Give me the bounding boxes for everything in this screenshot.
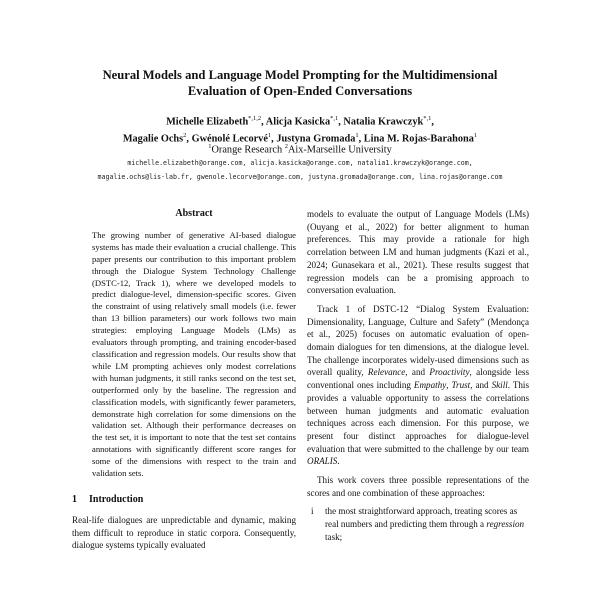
dimension-term: Relevance [367, 367, 406, 378]
abstract-heading: Abstract [175, 208, 213, 219]
text-run: , alongside less conventional ones including [307, 367, 529, 391]
author-name: Michelle Elizabeth [166, 116, 249, 128]
author-affil-mark: 2 [183, 132, 187, 140]
author-affil-mark: *,1 [330, 115, 339, 122]
enum-label: i [311, 506, 314, 517]
author-name: Natalia Krawczyk [343, 116, 424, 128]
enumerated-item [311, 505, 529, 543]
paper-title-line1: Neural Models and Language Model Prompting for the Multidimensional [102, 68, 498, 82]
author-name: Alicja Kasicka [265, 116, 331, 128]
affil-name: Orange Research [211, 144, 283, 156]
text-run: , and [470, 380, 492, 391]
left-column [72, 208, 300, 552]
author-name: Lina M. Rojas-Barahona [363, 133, 474, 145]
author-affil-mark: 1 [355, 132, 359, 140]
text-run: , [446, 380, 452, 391]
dimension-term: Proactivity [429, 367, 470, 378]
text-run: the most straightforward approach, treating scores as real numbers and predicting them through a [325, 506, 518, 530]
text-run: , and [405, 367, 430, 378]
paper-title-line2: Evaluation of Open-Ended Conversations [187, 84, 413, 98]
author-affil-mark: 1 [267, 132, 272, 140]
email-line: michelle.elizabeth@orange.com, alicja.kasicka@orange.com, natalia1.krawczyk@orange.com, [127, 159, 473, 167]
team-name: ORALIS [307, 456, 338, 467]
affiliations [60, 140, 540, 157]
intro-text: Real-life dialogues are unpredictable and dynamic, making them difficult to reproduce in static corpora. Consequently, dialogue systems typically evaluated [72, 514, 296, 551]
author-emails [40, 156, 560, 184]
author-name: Justyna Gromada [276, 133, 356, 145]
emphasis: regression [486, 519, 525, 530]
section-heading-introduction [72, 494, 300, 506]
author-list: Michelle Elizabeth$^{*,1,2}$, Alicja Kasicka$^{*,1}$, Natalia Krawczyk$^{*,1}$, Magalie Ochs$^2$, Gwénolé Lecorvé$^1$, Justyna Gromada$^1$, Lina M. Rojas-Barahona$^1$ [122, 115, 478, 145]
text-run: task; [325, 531, 343, 542]
section-title: Introduction [89, 493, 144, 505]
dimension-term: Empathy [413, 380, 447, 391]
affil-name: Aix-Marseille University [287, 144, 392, 156]
right-column [307, 208, 529, 544]
text-run: . [337, 456, 340, 467]
author-affil-mark: *,1,2 [248, 115, 262, 122]
paragraph-track1 [307, 303, 529, 468]
dimension-term: Skill [491, 380, 508, 391]
paragraph: models to evaluate the output of Language Models (LMs) (Ouyang et al., 2022) for better alignment to human preferences. This may provide a rationale for high correlation between LM and human judgments (Kazi et al., 2024; Gunasekara et al., 2021). These results suggest that regression models can be a promising approach to conversation evaluation. [307, 209, 529, 296]
author-affil-mark: 1 [473, 132, 478, 140]
paragraph: This work covers three possible representations of the scores and one combination of these approaches: [307, 475, 529, 498]
paper-title [60, 67, 540, 99]
section-number: 1 [72, 493, 77, 505]
dimension-term: Trust [451, 380, 471, 391]
author-name: Magalie Ochs [122, 133, 184, 145]
affil-mark: 2 [284, 143, 288, 150]
abstract-text: The growing number of generative AI-based dialogue systems has made their evaluation a crucial challenge. This paper presents our contribution to this important problem through the Dialogue System Technology Challenge (DSTC-12, Track 1), where we developed models to predict dialogue-level, dimension-specific scores. Given the constraint of using relatively small models (i.e. fewer than 13 billion parameters) our work follows two main strategies: employing Language Models (LMs) as evaluators through prompting, and training encoder-based classification and regression models. Our results show that while LM prompting achieves only modest correlations with human judgments, it still ranks second on the test set, outperformed only by the baseline. The regression and classification models, with significantly fewer parameters, demonstrate high correlation for some dimensions on the validation set. Although their performance decreases on the test set, it is important to note that the test set contains annotations with significantly different score ranges for some of the dimensions with respect to the train and validation sets. [92, 229, 296, 479]
affil-mark: 1 [208, 143, 212, 150]
author-name: Gwénolé Lecorvé [191, 133, 268, 145]
text-run: . This provides a valuable opportunity to assess the correlations between human judgments and automatic evaluation techniques across each dimension. For this purpose, we present four distinct approaches for dialogue-level evaluation that were submitted to the challenge by our team [307, 380, 530, 454]
author-affil-mark: *,1 [423, 115, 432, 122]
text-run: Track 1 of DSTC-12 “Dialog System Evaluation: Dimensionality, Language, Culture and Safety” (Mendonça et al., 2025) focuses on automatic evaluation of open-domain dialogues for ten dimensions, at the dialogue level. The challenge incorporates widely-used dimensions such as overall quality, [307, 303, 529, 378]
enum-text [325, 505, 529, 543]
email-line: magalie.ochs@lis-lab.fr, gwenole.lecorve@orange.com, justyna.gromada@orange.com, lina.rojas@orange.com [97, 173, 503, 181]
